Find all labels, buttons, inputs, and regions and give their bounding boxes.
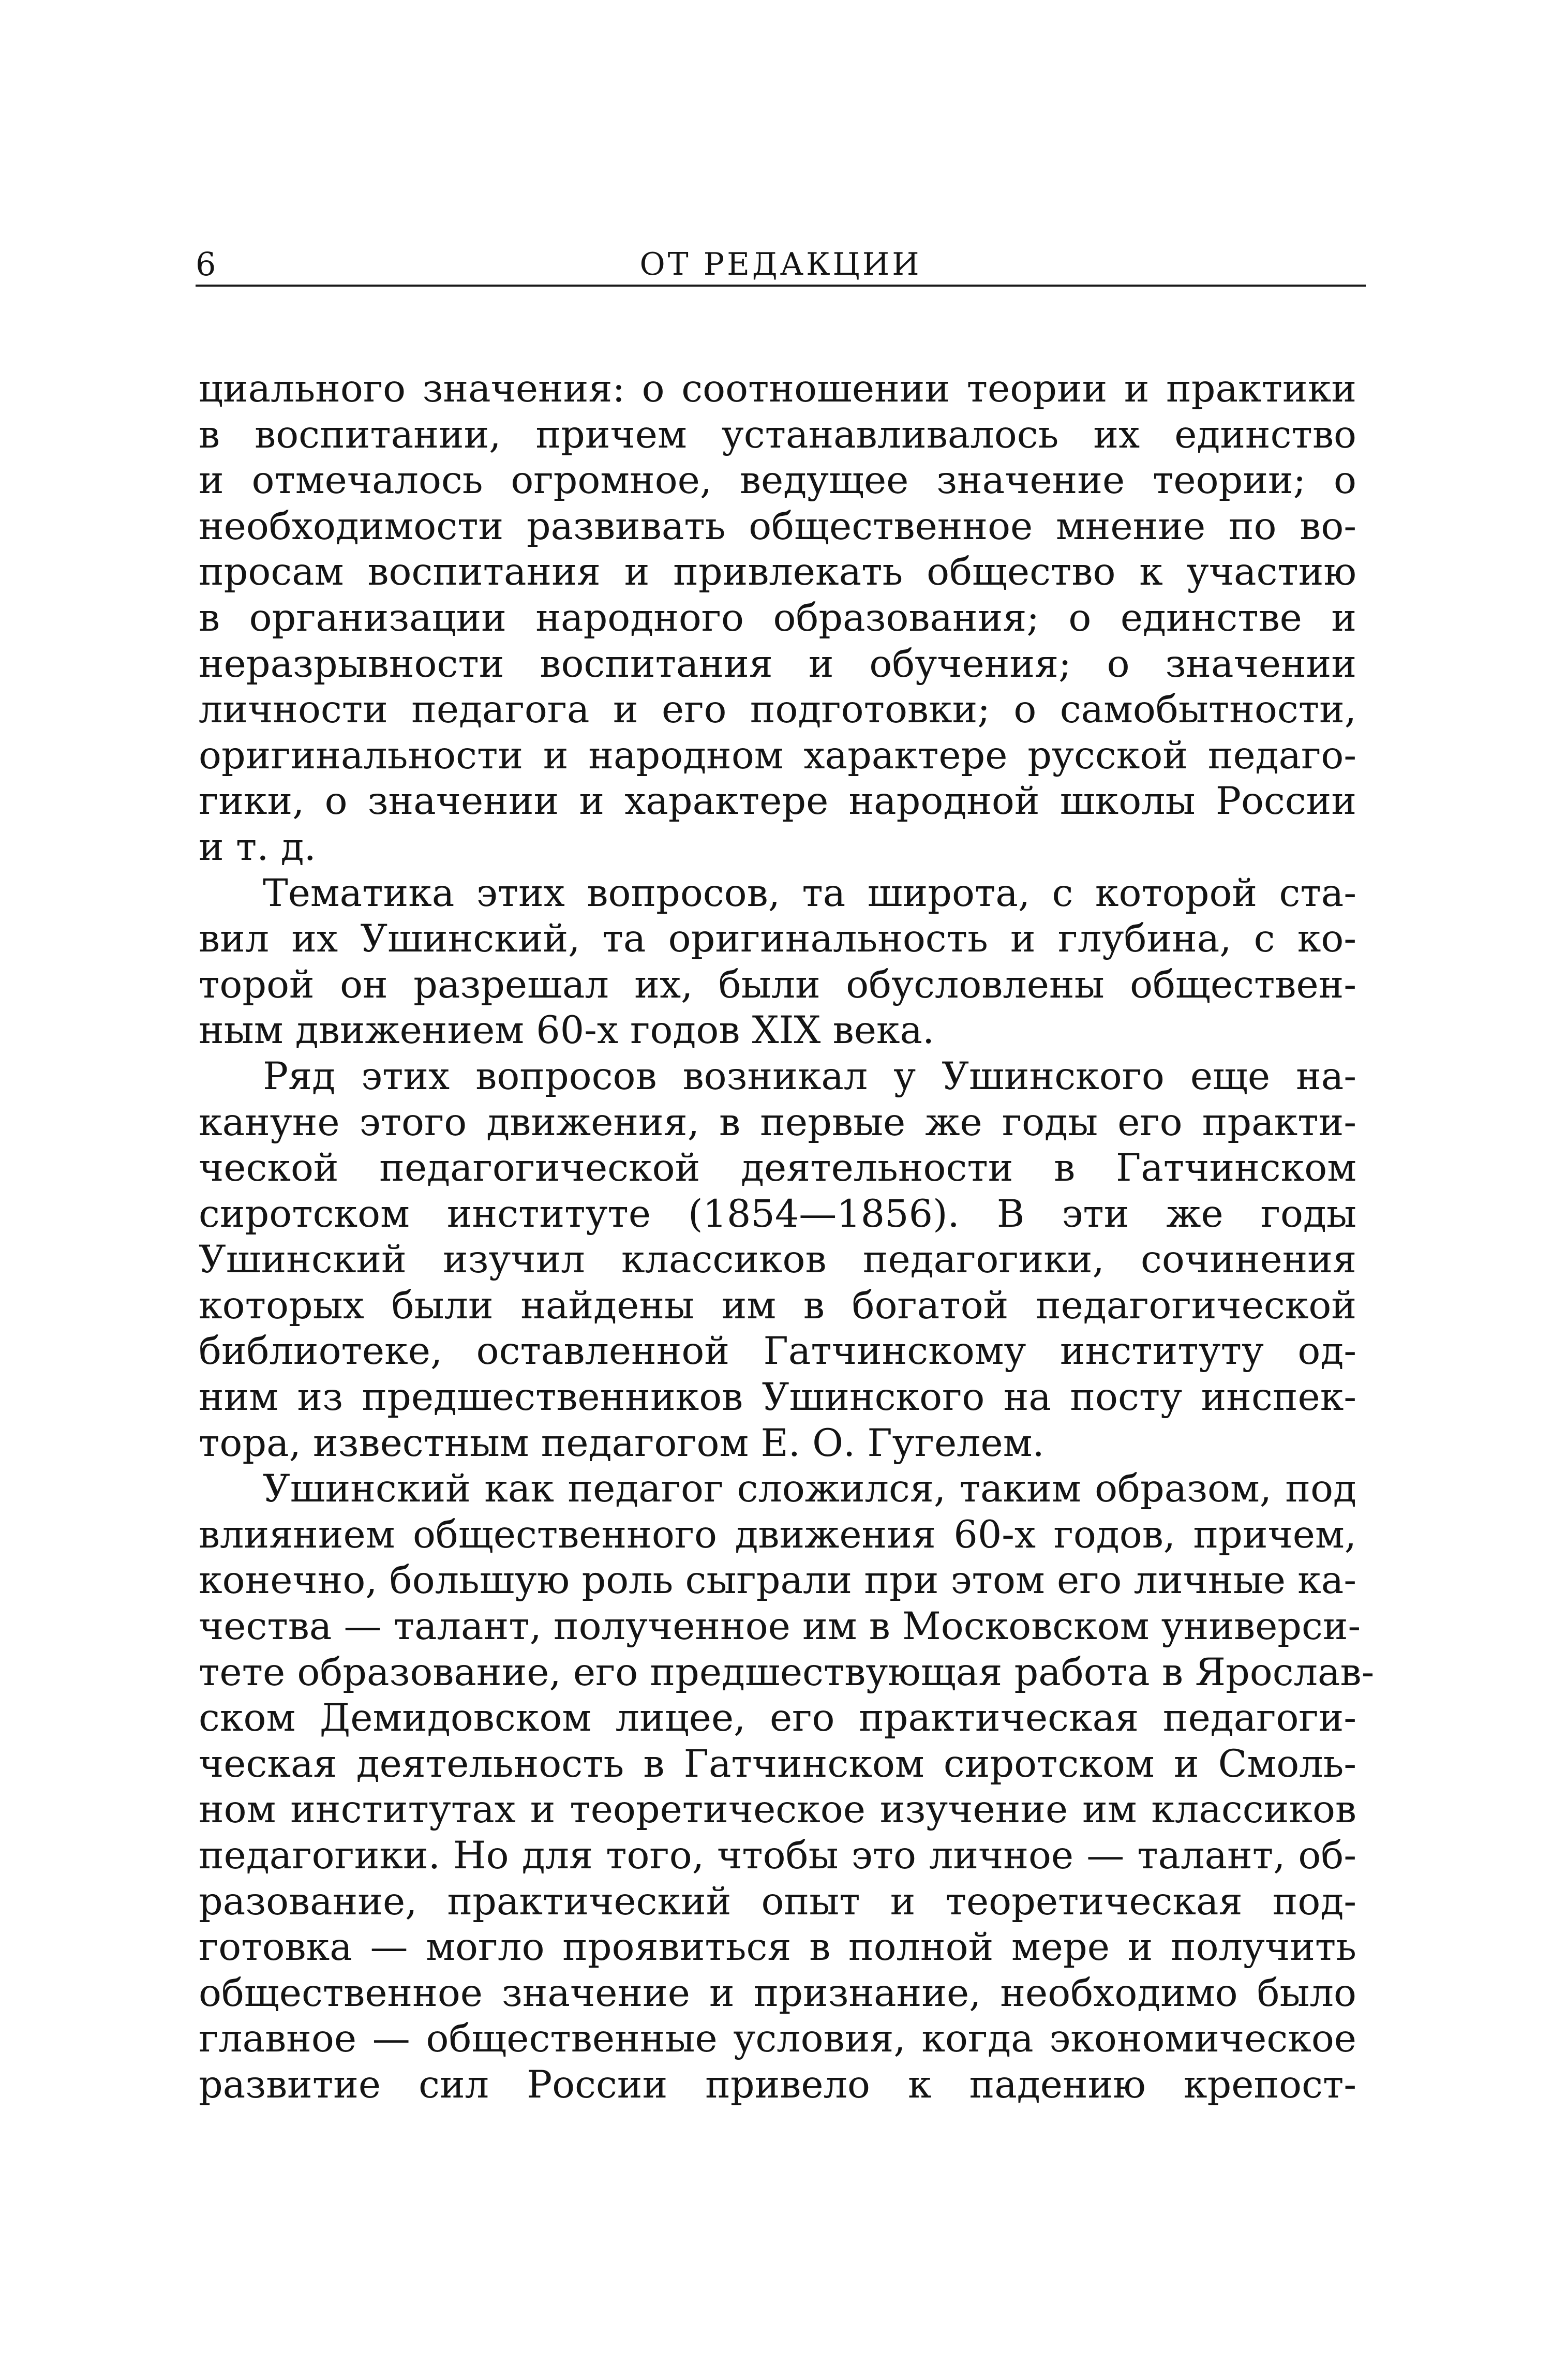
text-line: сиротском институте (1854—1856). В эти же годы: [199, 1192, 1356, 1236]
text-line: разование, практический опыт и теоретическая под-: [199, 1879, 1356, 1924]
text-line: вил их Ушинский, та оригинальность и глубина, с ко-: [199, 917, 1356, 961]
text-line: ческая деятельность в Гатчинском сиротском и Смоль-: [199, 1742, 1356, 1786]
running-head: ОТ РЕДАКЦИИ: [639, 246, 922, 282]
text-line: в организации народного образования; о единстве и: [199, 596, 1356, 640]
text-line: конечно, большую роль сыграли при этом его личные ка-: [199, 1558, 1356, 1603]
text-line: чества — талант, полученное им в Московском универси-: [199, 1604, 1361, 1649]
text-line: ском Демидовском лицее, его практическая педагоги-: [199, 1696, 1356, 1741]
text-line: личности педагога и его подготовки; о самобытности,: [199, 688, 1356, 732]
text-line: торой он разрешал их, были обусловлены обществен-: [199, 962, 1356, 1007]
text-line: педагогики. Но для того, чтобы это личное — талант, об-: [199, 1834, 1356, 1878]
text-line: циального значения: о соотношении теории и практики: [199, 367, 1356, 411]
text-line: общественное значение и признание, необходимо было: [199, 1971, 1356, 2015]
paragraph-first-line: Ушинский как педагог сложился, таким образом, под: [263, 1467, 1356, 1511]
text-line: в воспитании, причем устанавливалось их единство: [199, 412, 1356, 457]
text-line: ческой педагогической деятельности в Гатчинском: [199, 1146, 1356, 1191]
text-line: ном институтах и теоретическое изучение им классиков: [199, 1788, 1356, 1832]
text-line: тете образование, его предшествующая работа в Ярослав-: [199, 1650, 1375, 1694]
text-line: гики, о значении и характере народной школы России: [199, 779, 1356, 824]
paragraph-first-line: Тематика этих вопросов, та широта, с которой ста-: [263, 871, 1356, 915]
text-line: и т. д.: [199, 825, 316, 869]
text-line: просам воспитания и привлекать общество к участию: [199, 550, 1356, 594]
body-text: [199, 366, 1375, 2108]
text-line: тора, известным педагогом Е. О. Гугелем.: [199, 1421, 1044, 1465]
text-line: ным движением 60-х годов XIX века.: [199, 1008, 935, 1053]
text-line: библиотеке, оставленной Гатчинскому институту од-: [199, 1329, 1356, 1374]
page-header: [196, 243, 1366, 287]
text-line: неразрывности воспитания и обучения; о значении: [199, 642, 1356, 686]
text-line: которых были найдены им в богатой педагогической: [199, 1283, 1356, 1328]
text-line: необходимости развивать общественное мнение по во-: [199, 504, 1356, 548]
text-line: развитие сил России привело к падению крепост-: [199, 2062, 1356, 2107]
page-number: 6: [196, 245, 216, 283]
text-line: ним из предшественников Ушинского на посту инспек-: [199, 1375, 1356, 1420]
text-line: главное — общественные условия, когда экономическое: [199, 2017, 1356, 2061]
text-line: Ушинский изучил классиков педагогики, сочинения: [199, 1238, 1356, 1282]
text-line: влиянием общественного движения 60-х годов, причем,: [199, 1512, 1356, 1557]
text-line: оригинальности и народном характере русской педаго-: [199, 733, 1356, 778]
paragraph-first-line: Ряд этих вопросов возникал у Ушинского еще на-: [263, 1054, 1356, 1098]
text-line: готовка — могло проявиться в полной мере и получить: [199, 1925, 1356, 1970]
text-line: кануне этого движения, в первые же годы его практи-: [199, 1100, 1356, 1144]
text-line: и отмечалось огромное, ведущее значение теории; о: [199, 458, 1356, 503]
